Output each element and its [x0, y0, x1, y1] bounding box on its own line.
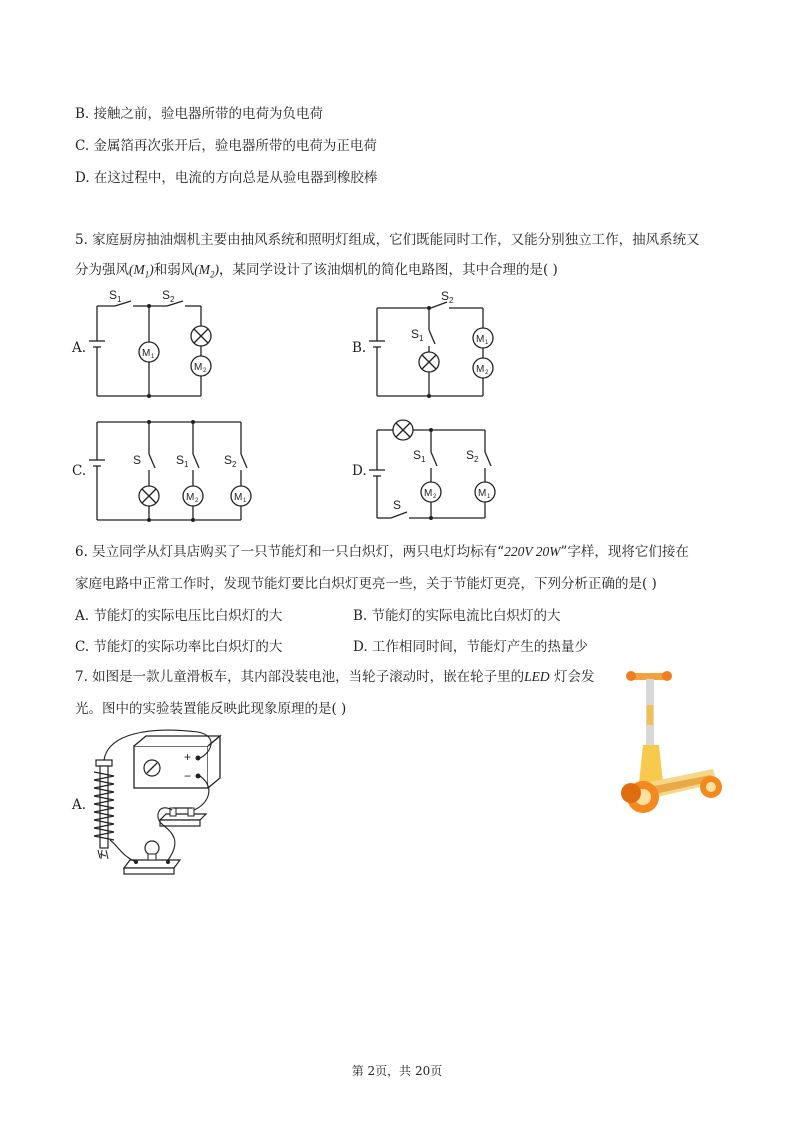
- q7-option-a-label: A.: [72, 797, 87, 813]
- svg-text:2: 2: [449, 296, 454, 305]
- svg-text:S: S: [176, 453, 185, 467]
- plus-sign: +: [184, 750, 192, 764]
- svg-text:S: S: [441, 289, 450, 303]
- svg-text:2: 2: [203, 368, 207, 374]
- scooter-image: [615, 665, 725, 825]
- q5-stem-line2: [75, 258, 558, 280]
- q6-option-b: B. 节能灯的实际电流比白炽灯的大: [353, 608, 561, 624]
- svg-text:1: 1: [487, 494, 491, 500]
- svg-text:2: 2: [170, 295, 175, 304]
- q7-text-b: 灯会发: [549, 669, 595, 685]
- q7-apparatus-diagram: [88, 728, 228, 880]
- circuit-a-diagram: [85, 286, 225, 402]
- circuit-c-diagram: [85, 412, 265, 527]
- q6-stem-line2: 家庭电路中正常工作时，发现节能灯要比白炽灯更亮一些，关于节能灯更亮，下列分析正确的是( ): [75, 576, 657, 592]
- svg-text:2: 2: [474, 455, 479, 464]
- svg-text:S: S: [413, 448, 422, 462]
- q5-option-d-label: D.: [352, 463, 367, 479]
- svg-text:S: S: [133, 453, 142, 467]
- svg-text:M: M: [476, 334, 485, 345]
- q5-option-b-label: B.: [352, 340, 367, 356]
- q5-text-a: 分为强风: [75, 262, 129, 278]
- svg-text:M: M: [234, 492, 243, 503]
- q6-option-c: C. 节能灯的实际功率比白炽灯的大: [75, 639, 283, 655]
- q7-text-a: 7. 如图是一款儿童滑板车，其内部没装电池，当轮子滚动时，嵌在轮子里的: [75, 669, 525, 685]
- svg-text:M: M: [142, 348, 151, 359]
- svg-text:1: 1: [151, 354, 155, 360]
- q4-option-d: D. 在这过程中，电流的方向总是从验电器到橡胶棒: [75, 170, 378, 186]
- svg-text:1: 1: [243, 498, 247, 504]
- svg-text:S: S: [162, 288, 171, 302]
- circuit-b-diagram: [365, 286, 505, 402]
- q6-rating: 220V 20W: [504, 544, 561, 559]
- q6-option-a: A. 节能灯的实际电压比白炽灯的大: [75, 608, 283, 624]
- minus-sign: −: [184, 769, 192, 783]
- svg-text:M: M: [424, 488, 433, 499]
- q5-m2: $(M_2)$: [194, 262, 219, 280]
- svg-text:M: M: [478, 488, 487, 499]
- q4-option-b: B. 接触之前，验电器所带的电荷为负电荷: [75, 106, 324, 122]
- svg-text:S: S: [224, 453, 233, 467]
- page-footer: 第 2页，共 20页: [351, 1064, 443, 1078]
- q6-text-b: ”字样，现将它们接在: [560, 544, 689, 560]
- q5-text-b: 和弱风: [153, 262, 195, 278]
- svg-text:2: 2: [485, 370, 489, 376]
- q7-led: LED: [524, 669, 550, 684]
- svg-text:M: M: [194, 362, 203, 373]
- svg-text:1: 1: [485, 340, 489, 346]
- svg-text:M: M: [476, 364, 485, 375]
- q7-stem-line1: [75, 665, 594, 685]
- q6-stem-line1: [75, 540, 689, 560]
- svg-text:1: 1: [419, 334, 424, 343]
- q5-text-c: ，某同学设计了该油烟机的简化电路图，其中合理的是( ): [219, 262, 558, 278]
- q6-text-a: 6. 吴立同学从灯具店购买了一只节能灯和一只白炽灯，两只电灯均标有“: [75, 544, 505, 560]
- svg-text:1: 1: [421, 455, 426, 464]
- svg-text:S: S: [466, 448, 475, 462]
- svg-text:S: S: [411, 327, 420, 341]
- svg-text:1: 1: [184, 460, 189, 469]
- q5-stem-line1: 5. 家庭厨房抽油烟机主要由抽风系统和照明灯组成，它们既能同时工作，又能分别独立工作，抽风系统又: [75, 232, 700, 248]
- q5-option-c-label: C.: [72, 463, 87, 479]
- q5-m1: $(M_1)$: [129, 262, 154, 280]
- svg-text:M: M: [186, 492, 195, 503]
- svg-text:1: 1: [117, 295, 122, 304]
- svg-text:2: 2: [195, 498, 199, 504]
- svg-text:S: S: [109, 288, 118, 302]
- circuit-d-diagram: [365, 412, 505, 527]
- q4-option-c: C. 金属箔再次张开后，验电器所带的电荷为正电荷: [75, 138, 377, 154]
- svg-text:2: 2: [232, 460, 237, 469]
- q5-option-a-label: A.: [72, 340, 87, 356]
- q7-stem-line2: 光。图中的实验装置能反映此现象原理的是( ): [75, 701, 347, 717]
- svg-text:S: S: [393, 498, 402, 512]
- svg-text:2: 2: [433, 494, 437, 500]
- q6-option-d: D. 工作相同时间，节能灯产生的热量少: [353, 639, 588, 655]
